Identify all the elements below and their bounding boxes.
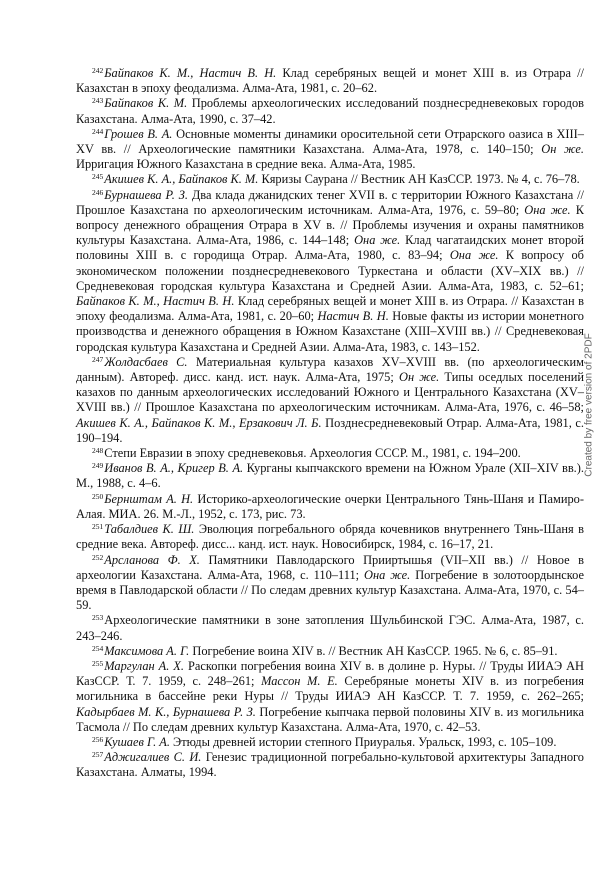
footnote-number: 246 (92, 187, 104, 197)
footnote-253 (76, 613, 584, 643)
citation-text: Позднесредневековый Отрар. Алма-Ата, 1981, с. 190–194. (76, 415, 584, 445)
footnote-number: 243 (92, 96, 104, 106)
citation-text: К вопросу денежного обращения Отрара в XV в. // Проблемы изучения и охраны памятников культуры Казахстана. Алма-Ата, 1986, с. 144–148; (76, 202, 584, 248)
footnote-250 (76, 492, 584, 522)
footnote-number: 245 (92, 172, 104, 182)
citation-text: Клад серебряных вещей и монет XIII в. из Отрара. // Казахстан в эпоху феодализма. Алма-Ата, 1981, с. 20–60; (76, 294, 584, 324)
citation-text: Эволюция погребального обряда кочевников внутреннего Тянь-Шаня в средние века. Автореф. дисс... канд. ист. наук. Новосибирск, 1984, с. 16–17, 21. (76, 522, 584, 552)
citation-text: Основные моменты динамики оросительной сети Отрарского оазиса в XIII–XV вв. // Археологические памятники Казахстана. Алма-Ата, 1978, с. 140–150; (76, 126, 584, 157)
footnote-number: 256 (92, 734, 104, 744)
author-name: Иванов В. А., Кригер В. А. (104, 461, 244, 476)
footnote-number: 253 (92, 613, 104, 623)
footnote-257 (76, 750, 584, 780)
author-name: Максимова А. Г. (104, 643, 190, 658)
author-name: Она же. (449, 248, 499, 263)
footnote-number: 252 (92, 552, 104, 562)
citation-text: Новые факты из истории монетного производства и денежного обращения в Южном Казахстане (XIII–XVIII вв.) // Средневековая городская культура Казахстана и Средней Азии. Алма-Ата, 1983, с. 143–152. (76, 309, 584, 354)
author-name: Байпаков К. М., Настич В. Н. (104, 66, 277, 80)
footnote-245 (76, 172, 584, 187)
author-name: Маргулан А. Х. (104, 658, 184, 673)
footnote-number: 242 (92, 66, 104, 75)
footnote-247 (76, 355, 584, 446)
footnote-number: 255 (92, 658, 104, 668)
citation-text: Материальная культура казахов XV–XVIII вв. (по археологическим данным). Автореф. дисс. канд. ист. наук. Алма-Ата, 1975; (76, 354, 584, 385)
footnote-244 (76, 127, 584, 173)
footnote-number: 257 (92, 750, 104, 760)
author-name: Жолдасбаев С. (104, 354, 188, 369)
citation-text: Проблемы археологических исследований позднесредневековых городов Казахстана. Алма-Ата, 1990, с. 37–42. (76, 96, 584, 126)
citation-text: К вопросу об экономическом положении позднесредневекового Туркестана и области (XV–XIX вв.) // Средневековая городская культура Казахстана и Средней Азии. Алма-Ата, 1983, с. 52–61; (76, 248, 584, 293)
citation-text: Погребение в золотоордынское время в Павлодарской области // По следам древних культур Казахстана. Алма-Ата, 1970, с. 54–59. (76, 567, 584, 613)
author-name: Она же. (364, 567, 411, 582)
citation-text: Клад чагатаидских монет второй половины XIII в. с городища Отрар. Алма-Ата, 1980, с. 83–94; (76, 233, 584, 263)
author-name: Кушаев Г. А. (104, 734, 170, 749)
pdf-watermark: Created by free version of 2PDF (583, 333, 595, 477)
author-name: Байпаков К. М. (104, 96, 188, 111)
citation-text: Погребение воина XIV в. // Вестник АН КазССР. 1965. № 6, с. 85–91. (189, 643, 558, 658)
footnote-255 (76, 659, 584, 735)
author-name: Она же. (354, 233, 401, 248)
footnote-246 (76, 188, 584, 355)
author-name: Он же. (399, 370, 440, 385)
footnote-252 (76, 553, 584, 614)
author-name: Байпаков К. М., Настич В. Н. (76, 294, 235, 309)
citation-text: Этюды древней истории степного Приуралья. Уральск, 1993, с. 105–109. (169, 734, 557, 749)
author-name: Грошев В. А. (104, 126, 173, 141)
footnote-251 (76, 522, 584, 552)
footnote-242 (76, 66, 584, 96)
footnote-249 (76, 461, 584, 491)
citation-text: Кяризы Саурана // Вестник АН КазССР. 1973. № 4, с. 76–78. (258, 172, 580, 187)
footnote-number: 251 (92, 522, 104, 532)
citation-text: Серебряные монеты XIV в. из погребения могильника в бассейне реки Нуры // Труды ИИАЭ АН КазССР. Т. 7. 1959, с. 262–265; (76, 674, 585, 704)
author-name: Табалдиев К. Ш. (104, 522, 195, 537)
citation-text: Степи Евразии в эпоху средневековья. Археология СССР. М., 1981, с. 194–200. (104, 446, 521, 461)
footnote-number: 248 (92, 446, 104, 456)
author-name: Бурнашева Р. З. (104, 187, 188, 202)
footnote-243 (76, 96, 584, 126)
citation-text: Историко-археологические очерки Центрального Тянь-Шаня и Памиро-Алая. МИА. 26. М.-Л., 1952, с. 173, рис. 73. (76, 491, 584, 521)
author-name: Он же. (541, 142, 585, 157)
author-name: Бернштам А. Н. (104, 491, 194, 506)
citation-text: Погребение кыпчака первой половины XIV в. из могильника Тасмола // По следам древних культур Казахстана. Алма-Ата, 1970, с. 42–53. (76, 704, 584, 734)
footnote-number: 249 (92, 461, 104, 471)
author-name: Арсланова Ф. Х. (104, 552, 200, 567)
author-name: Настич В. Н. (317, 309, 389, 324)
citation-text: Курганы кыпчакского времени на Южном Урале (XII–XIV вв.). М., 1988, с. 4–6. (76, 461, 584, 491)
author-name: Массон М. Е. (261, 674, 338, 689)
footnote-number: 250 (92, 491, 104, 501)
author-name: Акишев К. А., Байпаков К. М. (104, 172, 259, 187)
author-name: Аджигалиев С. И. (104, 750, 202, 765)
author-name: Кадырбаев М. К., Бурнашева Р. З. (76, 704, 256, 719)
footnote-number: 247 (92, 354, 104, 364)
citation-text: Раскопки погребения воина XIV в. в долине р. Нуры. // Труды ИИАЭ АН КазССР. Т. 7. 1959, с. 248–261; (76, 658, 584, 689)
footnote-248 (76, 446, 584, 461)
footnote-254 (76, 644, 584, 659)
footnote-number: 254 (92, 643, 104, 653)
citation-text: Памятники Павлодарского Прииртышья (VII–XII вв.) // Новое в археологии Казахстана. Алма-Ата, 1968, с. 110–111; (76, 552, 584, 582)
citation-text: Два клада джанидских тенег XVII в. с территории Южного Казахстана // Прошлое Казахстана по археологическим источникам. Алма-Ата, 1976, с. 59–80; (76, 187, 584, 217)
citation-text: Типы оседлых поселений казахов по данным археологических исследований Южного и Центрального Казахстана (XV–XVIII вв.) // Прошлое Казахстана по археологическим источникам. Алма-Ата, 1976, с. 46–58; (76, 370, 585, 415)
footnote-number: 244 (92, 126, 104, 136)
citation-text: Ирригация Южного Казахстана в средние века. Алма-Ата, 1985. (76, 157, 416, 172)
author-name: Акишев К. А., Байпаков К. М., Ерзакович Л. Б. (76, 415, 322, 430)
footnote-256 (76, 735, 584, 750)
author-name: Она же. (524, 202, 571, 217)
citation-text: Археологические памятники в зоне затопления Шульбинской ГЭС. Алма-Ата, 1987, с. 243–246. (76, 613, 584, 643)
citation-text: Клад серебряных вещей и монет XIII в. из Отрара // Казахстан в эпоху феодализма. Алма-Ата, 1981, с. 20–62. (76, 66, 584, 96)
citation-text: Генезис традиционной погребально-культовой архитектуры Западного Казахстана. Алматы, 1994. (76, 750, 584, 780)
reference-list (76, 66, 584, 781)
